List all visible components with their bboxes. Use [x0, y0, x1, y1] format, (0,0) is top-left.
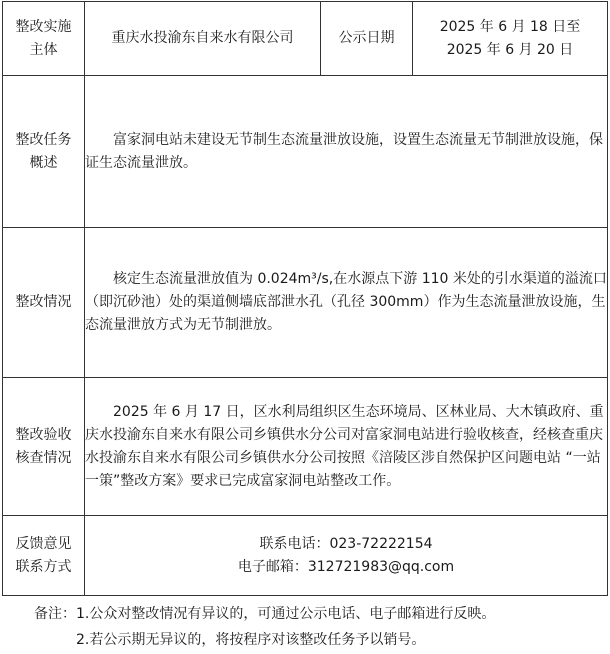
feedback-contact	[85, 516, 608, 596]
subject-label-line2: 主体	[29, 41, 58, 58]
status-label	[3, 228, 85, 378]
remark-line-2: 2.若公示期无异议的，将按程序对该整改任务予以销号。	[76, 632, 426, 648]
status-row	[3, 228, 608, 378]
task-text: 富家洞电站未建设无节制生态流量泄放设施，设置生态流量无节制泄放设施，保证生态流量泄放。	[85, 131, 603, 171]
status-label-text: 整改情况	[15, 294, 72, 310]
task-label-line2: 概述	[29, 154, 58, 171]
acceptance-label-line1: 整改验收	[15, 426, 72, 443]
rectification-notice-table	[2, 1, 608, 596]
feedback-label	[3, 516, 85, 596]
task-description	[85, 76, 608, 228]
publish-date-start: 2025 年 6 月 18 日至	[439, 18, 581, 35]
acceptance-label	[3, 378, 85, 516]
subject-value: 重庆水投渝东自来水有限公司	[85, 2, 321, 76]
contact-email: 电子邮箱：312721983@qq.com	[237, 558, 455, 575]
publish-date-label: 公示日期	[321, 2, 413, 76]
remarks	[34, 601, 495, 653]
contact-phone: 联系电话：023-72222154	[259, 535, 433, 552]
task-label	[3, 76, 85, 228]
feedback-row	[3, 516, 608, 596]
acceptance-description	[85, 378, 608, 516]
feedback-label-line2: 联系方式	[15, 558, 72, 575]
subject-row	[3, 2, 608, 76]
subject-label-line1: 整改实施	[15, 18, 72, 35]
acceptance-label-line2: 核查情况	[15, 449, 72, 466]
acceptance-text: 2025 年 6 月 17 日，区水利局组织区生态环境局、区林业局、大木镇政府、重庆水投渝东自来水有限公司乡镇供水分公司对富家洞电站进行验收核查，经核查重庆水投渝东自来水有限公司乡镇供水分公司按照《涪陵区涉自然保护区问题电站 “一站一策”整改方案》要求已完成富家洞电站整改工作。	[85, 403, 604, 489]
acceptance-row	[3, 378, 608, 516]
feedback-label-line1: 反馈意见	[15, 535, 72, 552]
task-row	[3, 76, 608, 228]
status-text: 核定生态流量泄放值为 0.024m³/s,在水源点下游 110 米处的引水渠道的溢流口（即沉砂池）处的渠道侧墙底部泄水孔（孔径 300mm）作为生态流量泄放设施，生态流量泄放方式为无节制泄放。	[85, 271, 607, 333]
status-description	[85, 228, 608, 378]
task-label-line1: 整改任务	[15, 131, 72, 148]
remark-line-1: 备注：1.公众对整改情况有异议的，可通过公示电话、电子邮箱进行反映。	[34, 606, 496, 622]
publish-date-end: 2025 年 6 月 20 日	[446, 41, 574, 58]
publish-date-value	[413, 2, 608, 76]
subject-label	[3, 2, 85, 76]
